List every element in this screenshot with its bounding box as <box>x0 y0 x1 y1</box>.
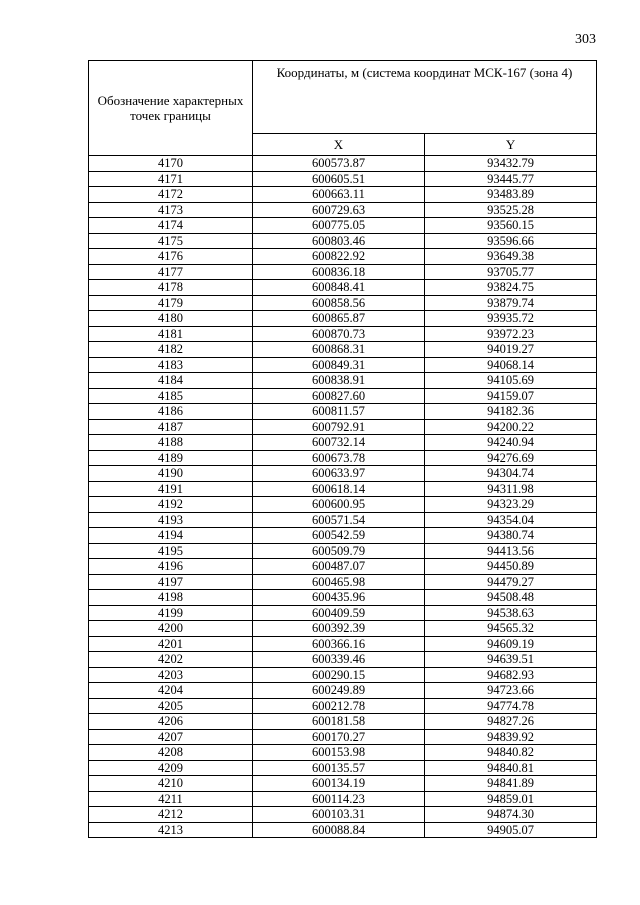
x-coordinate-cell: 600618.14 <box>253 481 425 497</box>
x-coordinate-cell: 600114.23 <box>253 791 425 807</box>
table-row <box>89 435 597 451</box>
x-coordinate-cell: 600732.14 <box>253 435 425 451</box>
point-id-cell: 4207 <box>89 729 253 745</box>
point-id-cell: 4189 <box>89 450 253 466</box>
point-id-cell: 4213 <box>89 822 253 838</box>
x-coordinate-cell: 600865.87 <box>253 311 425 327</box>
table-row <box>89 512 597 528</box>
point-id-cell: 4196 <box>89 559 253 575</box>
page-number: 303 <box>575 32 596 47</box>
x-coordinate-cell: 600135.57 <box>253 760 425 776</box>
y-coordinate-cell: 94323.29 <box>425 497 597 513</box>
point-id-cell: 4208 <box>89 745 253 761</box>
y-coordinate-cell: 94182.36 <box>425 404 597 420</box>
table-row <box>89 745 597 761</box>
x-coordinate-cell: 600573.87 <box>253 156 425 172</box>
header-coordinates-group: Координаты, м (система координат МСК-167 (зона 4) <box>253 61 597 134</box>
y-coordinate-cell: 94380.74 <box>425 528 597 544</box>
y-coordinate-cell: 94723.66 <box>425 683 597 699</box>
x-coordinate-cell: 600571.54 <box>253 512 425 528</box>
y-coordinate-cell: 94609.19 <box>425 636 597 652</box>
y-coordinate-cell: 93432.79 <box>425 156 597 172</box>
point-id-cell: 4172 <box>89 187 253 203</box>
table-row <box>89 187 597 203</box>
table-row <box>89 605 597 621</box>
table-row <box>89 295 597 311</box>
point-id-cell: 4197 <box>89 574 253 590</box>
x-coordinate-cell: 600729.63 <box>253 202 425 218</box>
y-coordinate-cell: 94682.93 <box>425 667 597 683</box>
x-coordinate-cell: 600663.11 <box>253 187 425 203</box>
point-id-cell: 4191 <box>89 481 253 497</box>
y-coordinate-cell: 94841.89 <box>425 776 597 792</box>
table-row <box>89 543 597 559</box>
table-row <box>89 714 597 730</box>
table-row <box>89 450 597 466</box>
point-id-cell: 4211 <box>89 791 253 807</box>
table-row <box>89 528 597 544</box>
y-coordinate-cell: 93560.15 <box>425 218 597 234</box>
header-row-top <box>89 61 597 134</box>
x-coordinate-cell: 600605.51 <box>253 171 425 187</box>
y-coordinate-cell: 93483.89 <box>425 187 597 203</box>
table-row <box>89 729 597 745</box>
x-coordinate-cell: 600134.19 <box>253 776 425 792</box>
y-coordinate-cell: 94639.51 <box>425 652 597 668</box>
table-row <box>89 388 597 404</box>
y-coordinate-cell: 93824.75 <box>425 280 597 296</box>
point-id-cell: 4173 <box>89 202 253 218</box>
point-id-cell: 4192 <box>89 497 253 513</box>
x-coordinate-cell: 600212.78 <box>253 698 425 714</box>
point-id-cell: 4180 <box>89 311 253 327</box>
x-coordinate-cell: 600153.98 <box>253 745 425 761</box>
table-row <box>89 559 597 575</box>
y-coordinate-cell: 94311.98 <box>425 481 597 497</box>
table-row <box>89 373 597 389</box>
x-coordinate-cell: 600870.73 <box>253 326 425 342</box>
point-id-cell: 4212 <box>89 807 253 823</box>
point-id-cell: 4186 <box>89 404 253 420</box>
x-coordinate-cell: 600088.84 <box>253 822 425 838</box>
point-id-cell: 4195 <box>89 543 253 559</box>
point-id-cell: 4210 <box>89 776 253 792</box>
y-coordinate-cell: 94354.04 <box>425 512 597 528</box>
y-coordinate-cell: 94413.56 <box>425 543 597 559</box>
y-coordinate-cell: 93525.28 <box>425 202 597 218</box>
table-row <box>89 590 597 606</box>
y-coordinate-cell: 94450.89 <box>425 559 597 575</box>
y-coordinate-cell: 94905.07 <box>425 822 597 838</box>
point-id-cell: 4175 <box>89 233 253 249</box>
table-row <box>89 621 597 637</box>
point-id-cell: 4193 <box>89 512 253 528</box>
y-coordinate-cell: 93649.38 <box>425 249 597 265</box>
y-coordinate-cell: 94068.14 <box>425 357 597 373</box>
point-id-cell: 4184 <box>89 373 253 389</box>
x-coordinate-cell: 600487.07 <box>253 559 425 575</box>
point-id-cell: 4179 <box>89 295 253 311</box>
x-coordinate-cell: 600249.89 <box>253 683 425 699</box>
point-id-cell: 4204 <box>89 683 253 699</box>
x-coordinate-cell: 600827.60 <box>253 388 425 404</box>
table-row <box>89 807 597 823</box>
table-row <box>89 357 597 373</box>
x-coordinate-cell: 600811.57 <box>253 404 425 420</box>
y-coordinate-cell: 94774.78 <box>425 698 597 714</box>
y-coordinate-cell: 94479.27 <box>425 574 597 590</box>
table-row <box>89 233 597 249</box>
point-id-cell: 4203 <box>89 667 253 683</box>
y-coordinate-cell: 93879.74 <box>425 295 597 311</box>
y-coordinate-cell: 94538.63 <box>425 605 597 621</box>
y-coordinate-cell: 94840.82 <box>425 745 597 761</box>
point-id-cell: 4187 <box>89 419 253 435</box>
table-row <box>89 264 597 280</box>
y-coordinate-cell: 94565.32 <box>425 621 597 637</box>
table-row <box>89 667 597 683</box>
x-coordinate-cell: 600673.78 <box>253 450 425 466</box>
table-row <box>89 156 597 172</box>
y-coordinate-cell: 94859.01 <box>425 791 597 807</box>
coordinates-table <box>88 60 597 838</box>
x-coordinate-cell: 600792.91 <box>253 419 425 435</box>
point-id-cell: 4182 <box>89 342 253 358</box>
point-id-cell: 4174 <box>89 218 253 234</box>
point-id-cell: 4206 <box>89 714 253 730</box>
x-coordinate-cell: 600392.39 <box>253 621 425 637</box>
table-row <box>89 249 597 265</box>
x-coordinate-cell: 600848.41 <box>253 280 425 296</box>
x-coordinate-cell: 600600.95 <box>253 497 425 513</box>
x-coordinate-cell: 600339.46 <box>253 652 425 668</box>
y-coordinate-cell: 94105.69 <box>425 373 597 389</box>
x-coordinate-cell: 600170.27 <box>253 729 425 745</box>
table-row <box>89 466 597 482</box>
table-row <box>89 404 597 420</box>
table-row <box>89 280 597 296</box>
point-id-cell: 4202 <box>89 652 253 668</box>
point-id-cell: 4170 <box>89 156 253 172</box>
point-id-cell: 4200 <box>89 621 253 637</box>
table-body <box>89 156 597 838</box>
point-id-cell: 4177 <box>89 264 253 280</box>
y-coordinate-cell: 94827.26 <box>425 714 597 730</box>
x-coordinate-cell: 600868.31 <box>253 342 425 358</box>
table-header <box>89 61 597 156</box>
point-id-cell: 4178 <box>89 280 253 296</box>
table-row <box>89 342 597 358</box>
table-row <box>89 497 597 513</box>
y-coordinate-cell: 93596.66 <box>425 233 597 249</box>
point-id-cell: 4201 <box>89 636 253 652</box>
y-coordinate-cell: 94839.92 <box>425 729 597 745</box>
table-row <box>89 218 597 234</box>
x-coordinate-cell: 600465.98 <box>253 574 425 590</box>
table-row <box>89 822 597 838</box>
point-id-cell: 4198 <box>89 590 253 606</box>
y-coordinate-cell: 94159.07 <box>425 388 597 404</box>
x-coordinate-cell: 600366.16 <box>253 636 425 652</box>
y-coordinate-cell: 93705.77 <box>425 264 597 280</box>
y-coordinate-cell: 94304.74 <box>425 466 597 482</box>
table-row <box>89 776 597 792</box>
table-row <box>89 481 597 497</box>
x-coordinate-cell: 600803.46 <box>253 233 425 249</box>
table-row <box>89 698 597 714</box>
y-coordinate-cell: 93445.77 <box>425 171 597 187</box>
x-coordinate-cell: 600775.05 <box>253 218 425 234</box>
x-coordinate-cell: 600290.15 <box>253 667 425 683</box>
y-coordinate-cell: 94508.48 <box>425 590 597 606</box>
x-coordinate-cell: 600409.59 <box>253 605 425 621</box>
table-row <box>89 636 597 652</box>
y-coordinate-cell: 94874.30 <box>425 807 597 823</box>
table-row <box>89 171 597 187</box>
x-coordinate-cell: 600435.96 <box>253 590 425 606</box>
x-coordinate-cell: 600633.97 <box>253 466 425 482</box>
point-id-cell: 4190 <box>89 466 253 482</box>
point-id-cell: 4188 <box>89 435 253 451</box>
table-row <box>89 311 597 327</box>
table-row <box>89 652 597 668</box>
point-id-cell: 4209 <box>89 760 253 776</box>
header-y: Y <box>425 134 597 156</box>
table-row <box>89 202 597 218</box>
header-x: X <box>253 134 425 156</box>
x-coordinate-cell: 600822.92 <box>253 249 425 265</box>
x-coordinate-cell: 600849.31 <box>253 357 425 373</box>
y-coordinate-cell: 93972.23 <box>425 326 597 342</box>
x-coordinate-cell: 600509.79 <box>253 543 425 559</box>
y-coordinate-cell: 94019.27 <box>425 342 597 358</box>
y-coordinate-cell: 93935.72 <box>425 311 597 327</box>
x-coordinate-cell: 600103.31 <box>253 807 425 823</box>
point-id-cell: 4171 <box>89 171 253 187</box>
point-id-cell: 4199 <box>89 605 253 621</box>
x-coordinate-cell: 600181.58 <box>253 714 425 730</box>
table-row <box>89 574 597 590</box>
header-point-label: Обозначение характерных точек границы <box>89 61 253 156</box>
point-id-cell: 4183 <box>89 357 253 373</box>
y-coordinate-cell: 94840.81 <box>425 760 597 776</box>
y-coordinate-cell: 94276.69 <box>425 450 597 466</box>
x-coordinate-cell: 600858.56 <box>253 295 425 311</box>
table-row <box>89 326 597 342</box>
table-row <box>89 791 597 807</box>
x-coordinate-cell: 600838.91 <box>253 373 425 389</box>
point-id-cell: 4194 <box>89 528 253 544</box>
point-id-cell: 4176 <box>89 249 253 265</box>
point-id-cell: 4205 <box>89 698 253 714</box>
x-coordinate-cell: 600542.59 <box>253 528 425 544</box>
table-row <box>89 683 597 699</box>
table-row <box>89 419 597 435</box>
point-id-cell: 4181 <box>89 326 253 342</box>
y-coordinate-cell: 94200.22 <box>425 419 597 435</box>
point-id-cell: 4185 <box>89 388 253 404</box>
table-row <box>89 760 597 776</box>
y-coordinate-cell: 94240.94 <box>425 435 597 451</box>
x-coordinate-cell: 600836.18 <box>253 264 425 280</box>
